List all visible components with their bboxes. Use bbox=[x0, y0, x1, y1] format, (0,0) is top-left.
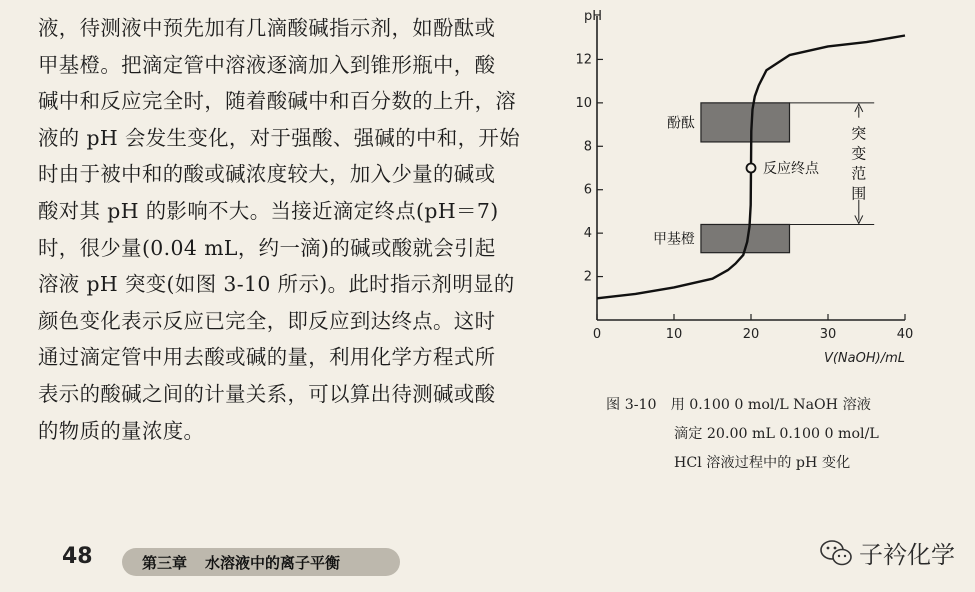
y-tick-label: 8 bbox=[583, 139, 592, 155]
x-tick-label: 30 bbox=[819, 327, 837, 342]
page-number: 48 bbox=[62, 544, 93, 569]
figure-caption bbox=[606, 391, 946, 478]
chapter-title: 水溶液中的离子平衡 bbox=[205, 553, 341, 572]
y-tick-label: 10 bbox=[575, 95, 592, 111]
titration-chart bbox=[575, 0, 975, 385]
caption-line: HCl 溶液过程中的 pH 变化 bbox=[674, 455, 851, 471]
body-line: 甲基橙。把滴定管中溶液逐滴加入到锥形瓶中，酸 bbox=[38, 52, 496, 77]
y-tick-label: 2 bbox=[583, 269, 592, 285]
range-label-char: 突 bbox=[851, 124, 867, 143]
body-text bbox=[38, 10, 576, 449]
y-tick-label: 6 bbox=[583, 182, 592, 198]
x-axis-label: V(NaOH)/mL bbox=[823, 351, 905, 366]
caption-line: 滴定 20.00 mL 0.100 0 mol/L bbox=[674, 426, 879, 442]
range-label-char: 范 bbox=[851, 164, 867, 183]
body-line: 的物质的量浓度。 bbox=[38, 418, 205, 443]
body-line: 溶液 pH 突变(如图 3-10 所示)。此时指示剂明显的 bbox=[38, 272, 515, 297]
end-point-label: 反应终点 bbox=[763, 161, 819, 177]
body-line: 颜色变化表示反应已完全，即反应到达终点。这时 bbox=[38, 308, 496, 333]
chapter-number: 第三章 bbox=[142, 553, 188, 572]
watermark bbox=[819, 535, 955, 570]
body-line: 酸对其 pH 的影响不大。当接近滴定终点(pH＝7) bbox=[38, 198, 499, 223]
body-line: 时，很少量(0.04 mL，约一滴)的碱或酸就会引起 bbox=[38, 235, 496, 260]
indicator-label: 甲基橙 bbox=[652, 231, 695, 248]
body-line: 时由于被中和的酸或碱浓度较大，加入少量的碱或 bbox=[38, 162, 496, 187]
range-label-char: 围 bbox=[851, 184, 867, 203]
x-tick-label: 40 bbox=[896, 327, 914, 342]
body-line: 液的 pH 会发生变化，对于强酸、强碱的中和，开始 bbox=[38, 125, 520, 150]
indicator-band bbox=[701, 103, 790, 142]
body-line: 碱中和反应完全时，随着酸碱中和百分数的上升，溶 bbox=[38, 89, 517, 114]
range-label-char: 变 bbox=[851, 144, 867, 163]
caption-line: 用 0.100 0 mol/L NaOH 溶液 bbox=[670, 397, 871, 413]
x-tick-label: 10 bbox=[665, 327, 683, 342]
caption-label: 图 3-10 bbox=[606, 397, 657, 413]
x-tick-label: 20 bbox=[742, 327, 760, 342]
indicator-label: 酚酞 bbox=[666, 115, 695, 132]
chart-svg bbox=[575, 0, 975, 385]
y-axis-label: pH bbox=[583, 9, 603, 24]
y-tick-label: 4 bbox=[583, 226, 592, 242]
end-point-marker bbox=[747, 164, 756, 173]
chapter-banner bbox=[122, 548, 400, 576]
wechat-icon bbox=[819, 539, 853, 567]
body-line: 液，待测液中预先加有几滴酸碱指示剂，如酚酞或 bbox=[38, 16, 496, 40]
watermark-text: 子衿化学 bbox=[859, 541, 955, 569]
body-line: 通过滴定管中用去酸或碱的量，利用化学方程式所 bbox=[38, 345, 496, 370]
body-line: 表示的酸碱之间的计量关系，可以算出待测碱或酸 bbox=[38, 381, 496, 406]
x-tick-label: 0 bbox=[592, 327, 602, 342]
y-tick-label: 12 bbox=[575, 52, 592, 68]
